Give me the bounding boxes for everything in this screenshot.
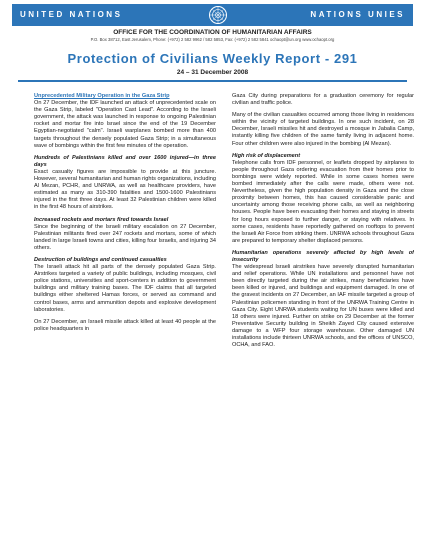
report-date: 24 – 31 December 2008 [176,69,249,76]
left-column [34,93,216,543]
paragraph-destruction: The Israeli attack hit all parts of the densely populated Gaza Strip. Airstrikes targeted a variety of public buildings, including mosques, civil police stations, universities and sport-centers in addition to government buildings and military training bases. The IDF claims that all targeted buildings either sheltered Hamas forces, or served as command and control bases, arms and ammunition depots and explosive development laboratories. [34,264,216,313]
heading-rockets: Increased rockets and mortars fired towards Israel [34,216,169,223]
un-emblem-icon [208,5,228,25]
paragraph-rockets: Since the beginning of the Israeli military escalation on 27 December, Palestinian militants fired over 247 rockets and mortars, some of which landed in large Israeli towns and cities, killing four Israelis, and injuring 34 others. [34,223,216,251]
un-header-banner [12,4,413,26]
heading-casualties: Hundreds of Palestinians killed and over 1600 injured—in three days [34,154,216,168]
paragraph-police-attack: On 27 December, an Israeli missile attack killed at least 40 people at the police headquarters in [34,318,216,332]
paragraph-intro: On 27 December, the IDF launched an attack of unprecedented scale on the Gaza Strip, labeled "Operation Cast Lead". According to the Israeli government, the attack was launched in response to ongoing Palestinian rocket and mortar fire into Israel since the end of the 19 December Egyptian-negotiated "calm". Israeli warplanes bombed more than 400 targets throughout the densely populated Gaza Strip; in a simultaneous wave of bombings within the first few minutes of the operation. [34,100,216,149]
org-name-french: NATIONS UNIES [310,10,405,19]
heading-military-operation: Unprecedented Military Operation in the Gaza Strip [34,93,170,99]
heading-destruction: Destruction of buildings and continued casualties [34,256,167,263]
report-title: Protection of Civilians Weekly Report - 291 [67,51,358,66]
heading-displacement: High risk of displacement [232,152,301,159]
paragraph-civilian-deaths: Many of the civilian casualties occurred among those living in residences within the vicinity of targeted buildings. In one such incident, on 28 December, Israeli missiles hit and destroyed a mosque in Jabalia Camp, instantly killing five children of the same family living in adjacent home. Four other children were also injured in the bombing (Al Mezan). [232,112,414,147]
paragraph-displacement: Telephone calls from IDF personnel, or leaflets dropped by airplanes to people throughout Gaza ordering evacuation from their homes prior to bombings were widely reported. While in some cases homes were bombed immediately after the calls were made, others were not. Nevertheless, given the high population density in Gaza and the close proximity between homes, this has caused considerable panic and uncertainty among those receiving phone calls, as well as neighboring houses. People have been evacuating their homes and staying in streets for long hours exposed to further danger, or staying with relatives. In some cases, residents have reportedly gathered on rooftops to prevent the Israeli Air Force from striking them. UNRWA schools throughout Gaza are prepared to temporary shelter displaced persons. [232,159,414,244]
heading-humanitarian: Humanitarian operations severely affected by high levels of insecurity [232,249,414,263]
paragraph-continued: Gaza City during preparations for a graduation ceremony for regular civilian and traffic police. [232,93,414,107]
office-name: OFFICE FOR THE COORDINATION OF HUMANITARIAN AFFAIRS [113,29,312,36]
right-column [232,93,414,543]
title-divider [18,80,407,82]
org-name-english: UNITED NATIONS [20,10,123,19]
contact-line: P.O. Box 38712, East Jerusalem, Phone: (+972) 2 582 9962 / 582 5853, Fax: (+972) 2 582 5841 ochaopt@un.org www.ochaopt.org [90,37,335,42]
paragraph-casualties: Exact casualty figures are impossible to provide at this juncture. However, several humanitarian and human rights organizations, including Al Mezan, PCHR, and UNRWA, as well as healthcare providers, have estimated as many as 310-390 fatalities and 1500-1600 Palestinians injured in the first three days. At least 32 Palestinian children were killed in the first 48 hours of airstrikes. [34,168,216,211]
paragraph-humanitarian: The widespread Israeli airstrikes have severely disrupted humanitarian and relief operations. While UN installations and personnel have not been directly targeted during the air strikes, many beneficiaries have been killed or injured, and buildings and equipment damaged. In one of the gravest incidents on 27 December, an IAF missile targeted a group of Palestinian policemen standing in front of the UNRWA Training Centre in Gaza City. Eight UNRWA students waiting for UN buses were killed and 18 others were injured. Further on strike on 29 December at the former Preventative Security building in Sheikh Zayed City caused extensive damage to a WFP four storage warehouse. Other damaged UN installations include thirteen UNRWA schools, and the offices of UNSCO, OCHA, and FAO. [232,264,414,349]
